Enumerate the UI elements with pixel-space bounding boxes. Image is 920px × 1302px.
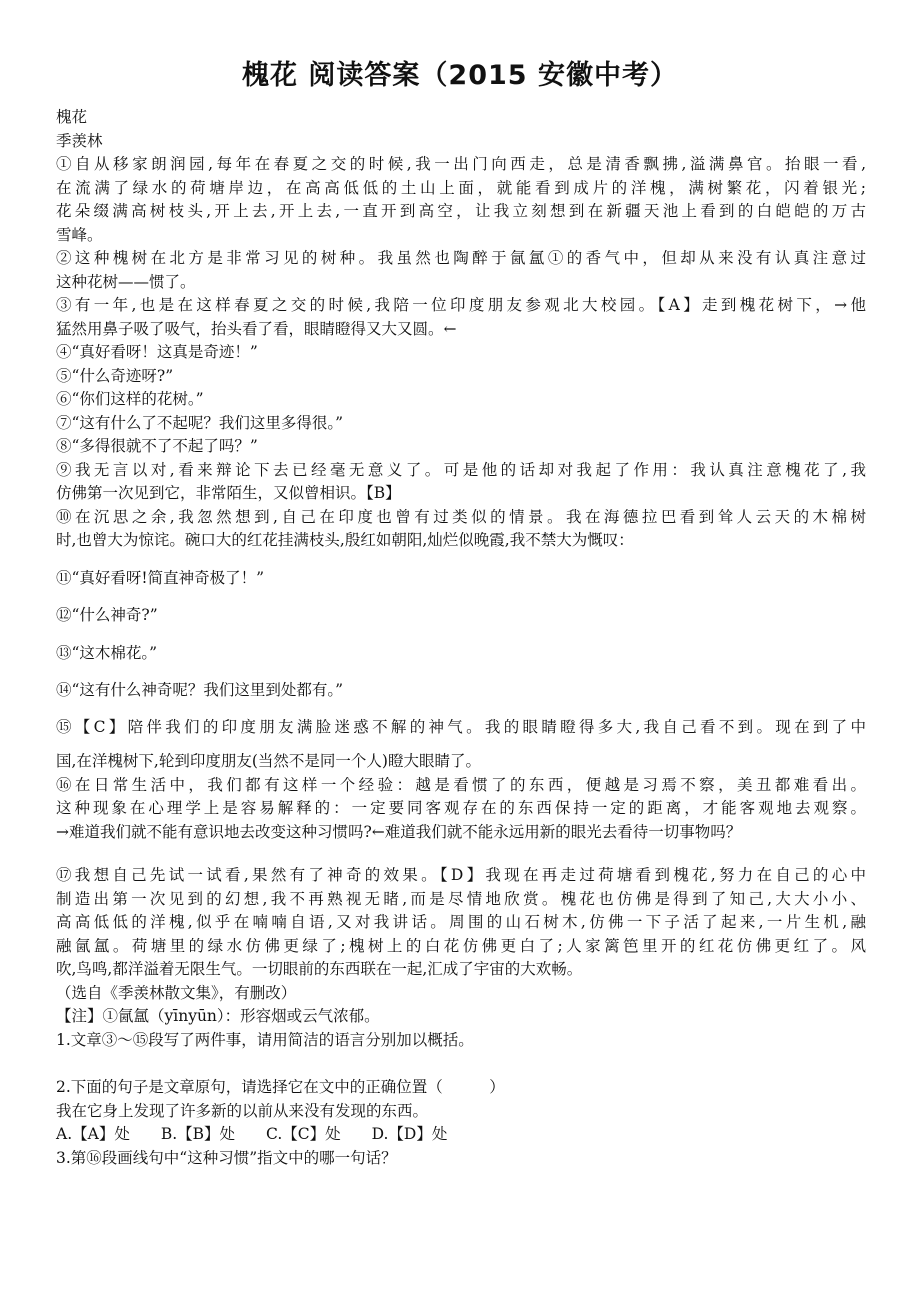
question-1: 1.文章③～⑮段写了两件事，请用简洁的语言分别加以概括。 bbox=[56, 1030, 474, 1049]
question-2: 2.下面的句子是文章原句，请选择它在文中的正确位置（ ） bbox=[56, 1078, 505, 1096]
dialogue-line: ⑥“你们这样的花树。” bbox=[56, 390, 204, 408]
question-2-sentence: 我在它身上发现了许多新的以前从来没有发现的东西。 bbox=[56, 1101, 429, 1120]
text-line: 高高低低的洋槐,似乎在喃喃自语,又对我讲话。周围的山石树木,仿佛一下子活了起来,一片生机,融 bbox=[56, 913, 866, 931]
paragraph-2 bbox=[56, 247, 866, 294]
text-line: 国,在洋槐树下,轮到印度朋友(当然不是同一个人)瞪大眼睛了。 bbox=[56, 752, 481, 770]
paragraph-15 bbox=[56, 716, 866, 774]
dialogue-line: ④“真好看呀！这真是奇迹！” bbox=[56, 343, 258, 361]
dialogue-line: ⑪“真好看呀!简直神奇极了！” bbox=[56, 568, 265, 587]
text-line: 制造出第一次见到的幻想,我不再熟视无睹,而是尽情地欣赏。槐花也仿佛是得到了知己,大大小小、 bbox=[56, 889, 866, 908]
text-line: 猛然用鼻子吸了吸气，抬头看了看，眼睛瞪得又大又圆。← bbox=[56, 319, 457, 338]
dialogue-group-2 bbox=[56, 567, 866, 703]
text-line: 吹,鸟鸣,都洋溢着无限生气。一切眼前的东西联在一起,汇成了宇宙的大欢畅。 bbox=[56, 960, 583, 978]
text-line: 这种现象在心理学上是容易解释的：一定要同客观存在的东西保持一定的距离，才能客观地去观察。 bbox=[56, 799, 866, 817]
text-line: 仿佛第一次见到它，非常陌生，又似曾相识。【B】 bbox=[56, 484, 401, 502]
paragraph-1 bbox=[56, 153, 866, 247]
dialogue-line: ⑦“这有什么了不起呢？我们这里多得很。” bbox=[56, 413, 344, 432]
text-line: ②这种槐树在北方是非常习见的树种。我虽然也陶醉于氤氲①的香气中，但却从来没有认真注意过 bbox=[56, 249, 866, 267]
text-line: ⑩在沉思之余,我忽然想到,自己在印度也曾有过类似的情景。我在海德拉巴看到耸人云天的木棉树 bbox=[56, 507, 866, 526]
document-title: 槐花 阅读答案（2015 安徽中考） bbox=[242, 60, 678, 91]
article-heading: 槐花 bbox=[56, 108, 88, 126]
text-line: ③有一年,也是在这样春夏之交的时候,我陪一位印度朋友参观北大校园。【A】走到槐花树下，→他 bbox=[56, 296, 866, 314]
paragraph-10 bbox=[56, 506, 866, 553]
source-note: （选自《季羡林散文集》，有删改） bbox=[56, 983, 297, 1002]
text-line: 在流满了绿水的荷塘岸边，在高高低低的土山上面，就能看到成片的洋槐，满树繁花，闪着银光; bbox=[56, 178, 866, 197]
footnote: 【注】①氤氲（yīnyūn）：形容烟或云气浓郁。 bbox=[56, 1007, 380, 1025]
paragraph-9 bbox=[56, 459, 866, 506]
dialogue-group-1 bbox=[56, 341, 866, 459]
dialogue-line: ⑧“多得很就不了不起了吗？” bbox=[56, 437, 258, 455]
paragraph-16 bbox=[56, 774, 866, 845]
text-line: ⑮【C】陪伴我们的印度朋友满脸迷惑不解的神气。我的眼睛瞪得多大,我自己看不到。现在到了中 bbox=[56, 717, 866, 736]
text-line: ⑨我无言以对,看来辩论下去已经毫无意义了。可是他的话却对我起了作用：我认真注意槐花了,我 bbox=[56, 460, 866, 479]
paragraph-17 bbox=[56, 864, 866, 982]
text-line: 雪峰。 bbox=[56, 225, 103, 244]
text-line: 这种花树——惯了。 bbox=[56, 272, 196, 291]
text-line: 花朵缀满高树枝头,开上去,开上去,一直开到高空，让我立刻想到在新疆天池上看到的白皑皑的万古 bbox=[56, 202, 866, 220]
underlined-sentence: →难道我们就不能有意识地去改变这种习惯吗?←难道我们就不能永远用新的眼光去看待一切事物吗？ bbox=[56, 822, 742, 841]
text-line: 时,也曾大为惊诧。碗口大的红花挂满枝头,殷红如朝阳,灿烂似晚霞,我不禁大为慨叹： bbox=[56, 531, 634, 549]
question-3: 3.第⑯段画线句中“这种习惯”指文中的哪一句话？ bbox=[56, 1148, 397, 1167]
paragraph-3 bbox=[56, 294, 866, 341]
dialogue-line: ⑤“什么奇迹呀?” bbox=[56, 366, 174, 385]
dialogue-line: ⑬“这木棉花。” bbox=[56, 643, 158, 662]
dialogue-line: ⑭“这有什么神奇呢？我们这里到处都有。” bbox=[56, 681, 344, 699]
article-author: 季羡林 bbox=[56, 131, 103, 150]
question-2-options: A.【A】处 B.【B】处 C.【C】处 D.【D】处 bbox=[56, 1125, 448, 1143]
document-body bbox=[56, 106, 866, 1170]
text-line: ⑰我想自己先试一试看,果然有了神奇的效果。【D】我现在再走过荷塘看到槐花,努力在自己的心中 bbox=[56, 866, 866, 884]
text-line: ⑯在日常生活中，我们都有这样一个经验：越是看惯了的东西，便越是习焉不察，美丑都难看出。 bbox=[56, 775, 866, 794]
dialogue-line: ⑫“什么神奇?” bbox=[56, 606, 158, 624]
text-line: 融氤氲。荷塘里的绿水仿佛更绿了;槐树上的白花仿佛更白了;人家篱笆里开的红花仿佛更红了。风 bbox=[56, 936, 866, 955]
text-line: ①自从移家朗润园,每年在春夏之交的时候,我一出门向西走，总是清香飘拂,溢满鼻官。抬眼一看, bbox=[56, 155, 866, 173]
